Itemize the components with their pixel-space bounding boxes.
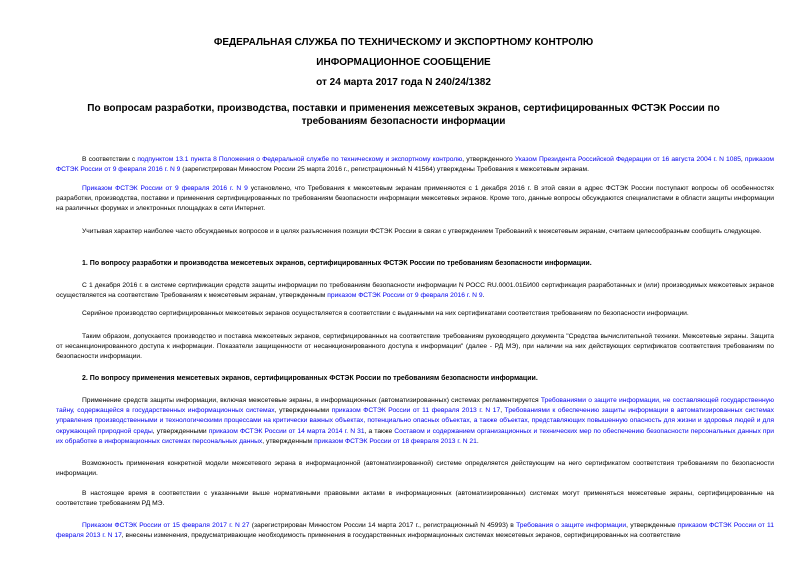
paragraph-10: Приказом ФСТЭК России от 15 февраля 2017 г. N 27 (зарегистрирован Минюстом России 14 марта 2017 г., регистрационный N 45993) в Требования о защите информации, утвержденные приказом ФСТЭК России от 11 февраля 2013 г. N 17, внесены изменения, предусматривающие необходимость применения в государственных информационных системах межсетевых экранов, сертифицированных на соответствие bbox=[56, 522, 774, 540]
link-regulation-fstec[interactable]: подпунктом 13.1 пункта 8 Положения о Федеральной службе по техническому и экспортному контролю bbox=[137, 156, 463, 163]
section-2-heading: 2. По вопросу применения межсетевых экранов, сертифицированных ФСТЭК России по требованиям безопасности информации. bbox=[82, 375, 538, 382]
link-order-21[interactable]: приказом ФСТЭК России от 18 февраля 2013 г. N 21 bbox=[314, 437, 477, 445]
document-subject: По вопросам разработки, производства, поставки и применения межсетевых экранов, сертифицированных ФСТЭК России по требованиям безопасности информации bbox=[87, 103, 720, 127]
paragraph-9: В настоящее время в соответствии с указанными выше нормативными правовыми актами в информационных (автоматизированных) системах могут применяться межсетевые экраны, сертифицированные на соответствие требованиям РД МЭ. bbox=[56, 490, 774, 508]
link-personal-data-measures[interactable]: Составом и содержанием организационных и технических мер по обеспечению безопасности персональных данных при их обработке в информационных системах персональных данных bbox=[56, 427, 774, 445]
link-requirements-acs[interactable]: Требованиями к обеспечению защиты информации в автоматизированных системах управления производственными и технологическими процессами на критически важных объектах, потенциально опасных объектах, а также объектах, представляющих повышенную опасность для жизни и здоровья людей и для окружающей природной среды bbox=[56, 407, 774, 435]
link-requirements-protection[interactable]: Требования о защите информации bbox=[516, 522, 627, 529]
document-date-number: от 24 марта 2017 года N 240/24/1382 bbox=[316, 77, 491, 88]
paragraph-4: С 1 декабря 2016 г. в системе сертификации средств защиты информации по требованиям безопасности информации N РОСС RU.0001.01БИ00 сертификация разработанных и (или) производимых межсетевых экранов осуществляется на соответствие Требованиям к межсетевым экранам, утвержденным приказом ФСТЭК России от 9 февраля 2016 г. N 9. bbox=[56, 282, 774, 300]
link-order-17[interactable]: приказом ФСТЭК России от 11 февраля 2013 г. N 17 bbox=[56, 522, 774, 540]
paragraph-5: Серийное производство сертифицированных межсетевых экранов осуществляется в соответствии с выданными на них сертификатами соответствия требованиям по безопасности информации. bbox=[82, 310, 689, 317]
link-presidential-decree[interactable]: Указом Президента Российской Федерации от 16 августа 2004 г. N 1085 bbox=[514, 156, 741, 163]
paragraph-2: Приказом ФСТЭК России от 9 февраля 2016 г. N 9 установлено, что Требования к межсетевым экранам применяются с 1 декабря 2016 г. В этой связи в адрес ФСТЭК России поступают вопросы об особенностях разработки, производства, поставки и применения сертифицированных по требованиям безопасности информации межсетевых экранов. Кроме того, данные вопросы обсуждаются специалистами в области защиты информации на различных форумах и электронных площадках в сети Интернет. bbox=[56, 185, 774, 213]
paragraph-6: Таким образом, допускается производство и поставка межсетевых экранов, сертифицированных на соответствие требованиям руководящего документа "Средства вычислительной техники. Межсетевые экраны. Защита от несанкционированного доступа к информации. Показатели защищенности от несанкционированного доступа к информации" (далее - РД МЭ), при наличии на них действующих сертификатов соответствия требованиям по безопасности информации. bbox=[56, 333, 774, 361]
agency-title: ФЕДЕРАЛЬНАЯ СЛУЖБА ПО ТЕХНИЧЕСКОМУ И ЭКСПОРТНОМУ КОНТРОЛЮ bbox=[213, 37, 594, 48]
link-order-31[interactable]: приказом ФСТЭК России от 14 марта 2014 г. N 31 bbox=[208, 427, 365, 435]
link-order-17[interactable]: приказом ФСТЭК России от 11 февраля 2013 г. N 17 bbox=[331, 407, 501, 415]
paragraph-1: В соответствии с подпунктом 13.1 пункта 8 Положения о Федеральной службе по техническому и экспортному контролю, утвержденного Указом Президента Российской Федерации от 16 августа 2004 г. N 1085, приказом ФСТЭК России от 9 февраля 2016 г. N 9 (зарегистрирован Минюстом России 25 марта 2016 г., регистрационный N 41564) утверждены Требования к межсетевым экранам. bbox=[56, 156, 775, 174]
section-1-heading: 1. По вопросу разработки и производства межсетевых экранов, сертифицированных ФСТЭК России по требованиям безопасности информации. bbox=[82, 260, 592, 267]
link-order-9[interactable]: приказом ФСТЭК России от 9 февраля 2016 г. N 9 bbox=[327, 292, 483, 300]
link-order-9[interactable]: Приказом ФСТЭК России от 9 февраля 2016 г. N 9 bbox=[82, 185, 248, 192]
paragraph-3: Учитывая характер наиболее часто обсуждаемых вопросов и в целях разъяснения позиции ФСТЭК России в связи с утверждением Требований к межсетевым экранам, считаем целесообразным сообщить следующее. bbox=[82, 228, 762, 235]
paragraph-8: Возможность применения конкретной модели межсетевого экрана в информационной (автоматизированной) системе определяется действующим на него сертификатом соответствия требованиям по безопасности информации. bbox=[56, 460, 774, 478]
link-order-9[interactable]: приказом ФСТЭК России от 9 февраля 2016 г. N 9 bbox=[56, 156, 775, 174]
document-type: ИНФОРМАЦИОННОЕ СООБЩЕНИЕ bbox=[316, 57, 491, 68]
paragraph-7: Применение средств защиты информации, включая межсетевые экраны, в информационных (автоматизированных) системах регламентируется Требованиями о защите информации, не составляющей государственную тайну, содержащейся в государственных информационных системах, утвержденными приказом ФСТЭК России от 11 февраля 2013 г. N 17, Требованиями к обеспечению защиты информации в автоматизированных системах управления производственными и технологическими процессами на критически важных объектах, потенциально опасных объектах, а также объектах, представляющих повышенную опасность для жизни и здоровья людей и для окружающей природной среды, утвержденными приказом ФСТЭК России от 14 марта 2014 г. N 31, а также Составом и содержанием организационных и технических мер по обеспечению безопасности персональных данных при их обработке в информационных системах персональных данных, утвержденным приказом ФСТЭК России от 18 февраля 2013 г. N 21. bbox=[56, 397, 774, 445]
link-order-27[interactable]: Приказом ФСТЭК России от 15 февраля 2017 г. N 27 bbox=[82, 522, 250, 529]
link-requirements-state-systems[interactable]: Требованиями о защите информации, не составляющей государственную тайну, содержащейся в государственных информационных системах bbox=[56, 397, 774, 415]
